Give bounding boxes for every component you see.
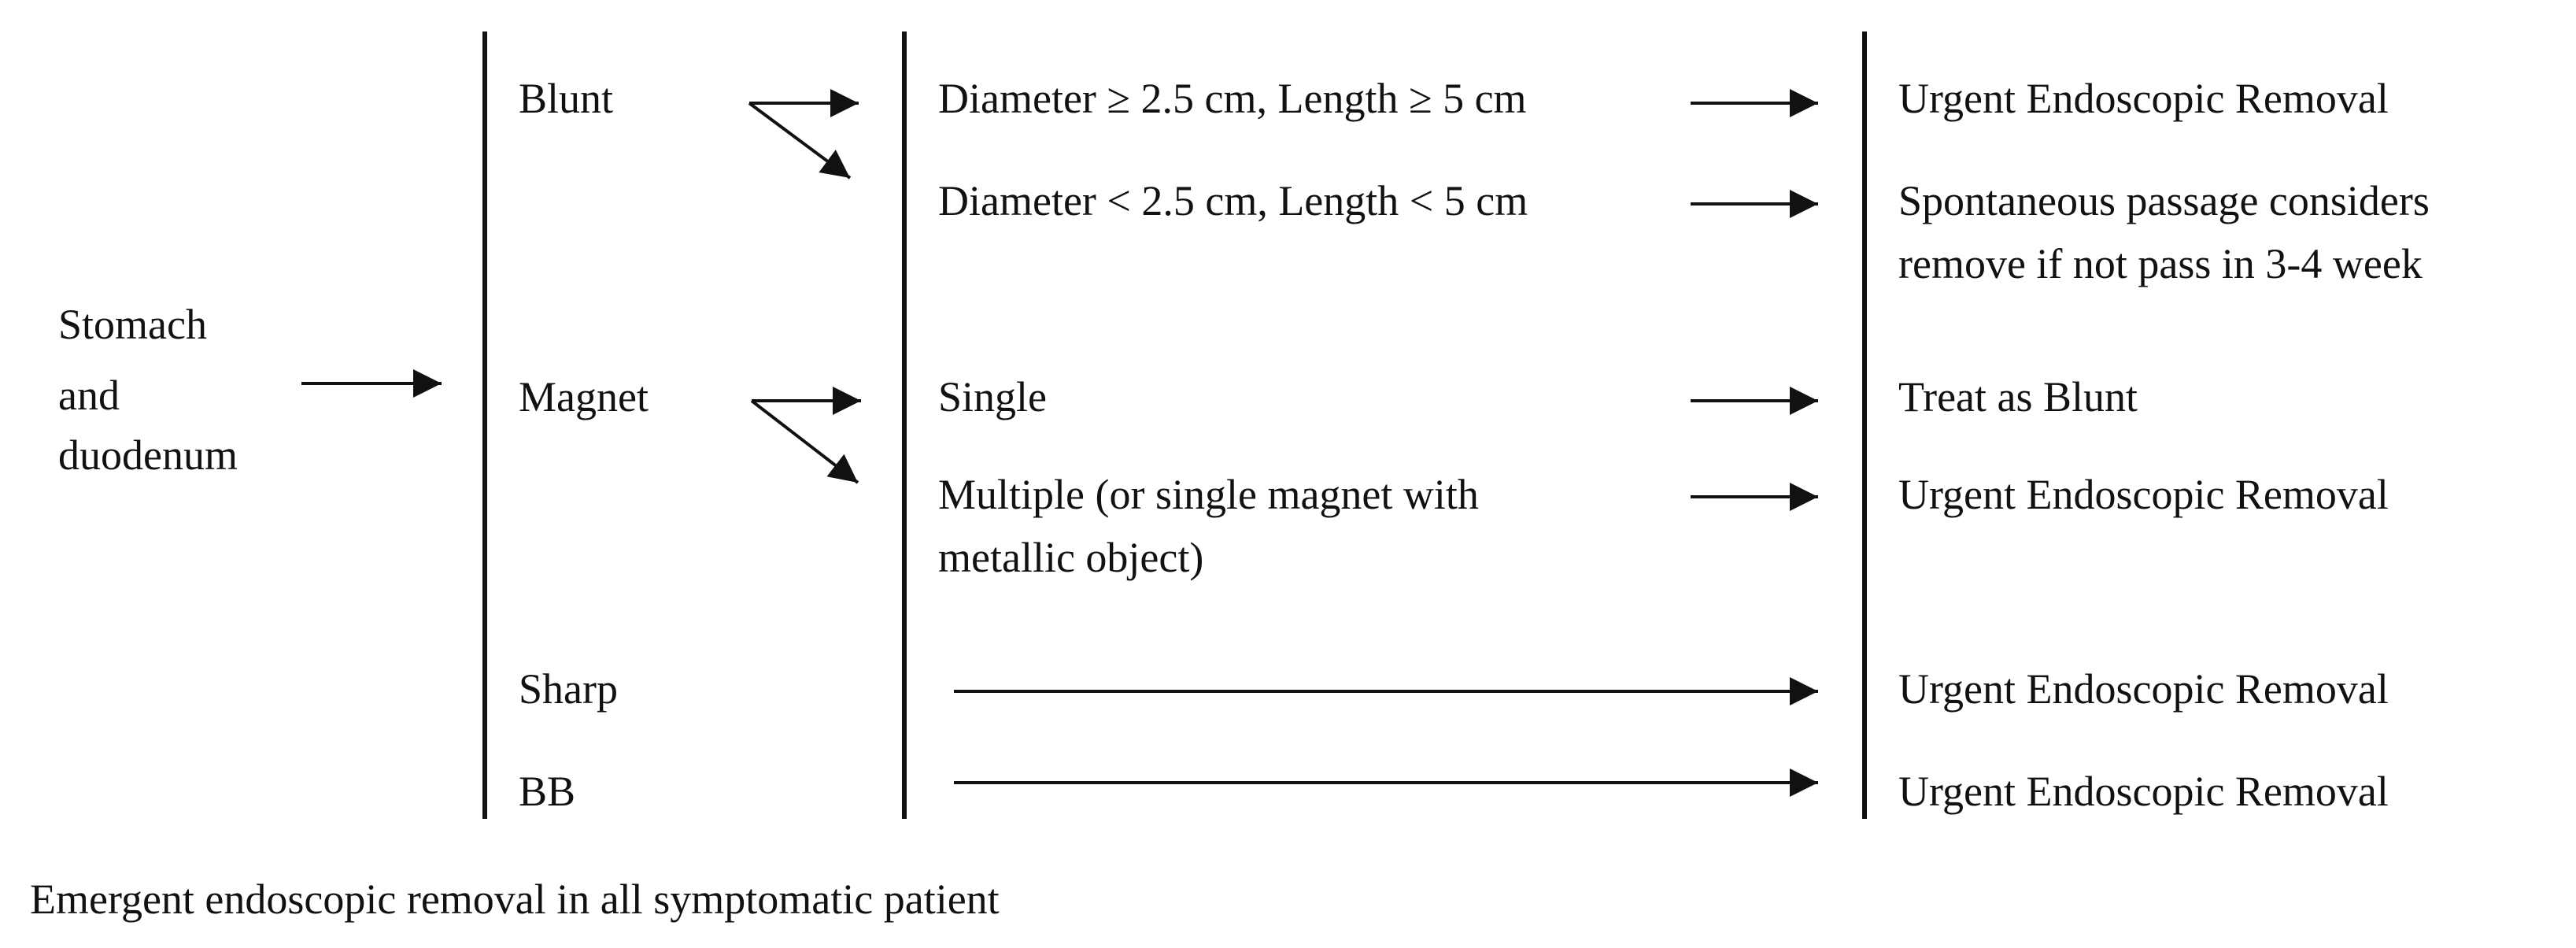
category-label-sharp: Sharp: [519, 665, 618, 713]
criterion-magnet-multiple-line-1: Multiple (or single magnet with: [938, 471, 1479, 518]
source-label-line-3: duodenum: [58, 431, 238, 479]
outcome-sharp: Urgent Endoscopic Removal: [1898, 665, 2389, 713]
outcome-magnet-multiple: Urgent Endoscopic Removal: [1898, 471, 2389, 518]
outcome-blunt-small-line-2: remove if not pass in 3-4 week: [1898, 240, 2423, 287]
outcome-bb: Urgent Endoscopic Removal: [1898, 768, 2389, 815]
source-label-line-2: and: [58, 372, 120, 419]
arrow-blunt-to-small: [749, 103, 850, 178]
criterion-blunt-small: Diameter < 2.5 cm, Length < 5 cm: [938, 177, 1528, 224]
outcome-magnet-single: Treat as Blunt: [1898, 373, 2138, 420]
criterion-magnet-single: Single: [938, 373, 1048, 420]
outcome-blunt-small-line-1: Spontaneous passage considers: [1898, 177, 2430, 224]
criterion-blunt-large: Diameter ≥ 2.5 cm, Length ≥ 5 cm: [938, 75, 1527, 122]
arrow-magnet-to-multiple: [752, 401, 858, 483]
category-label-blunt: Blunt: [519, 75, 614, 122]
criterion-magnet-multiple-line-2: metallic object): [938, 534, 1204, 581]
outcome-blunt-large: Urgent Endoscopic Removal: [1898, 75, 2389, 122]
source-label-line-1: Stomach: [58, 301, 207, 348]
category-label-magnet: Magnet: [519, 373, 649, 420]
category-label-bb: BB: [519, 768, 576, 815]
footnote: Emergent endoscopic removal in all symptomatic patient: [30, 876, 1000, 923]
